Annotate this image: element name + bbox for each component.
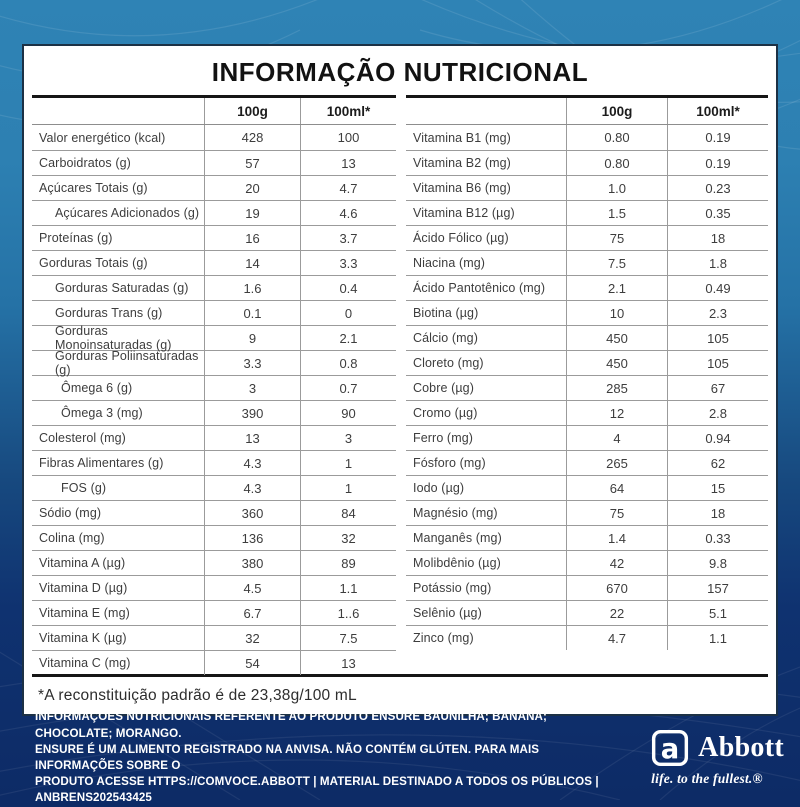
nutrient-label: Ácido Fólico (µg) [413,231,509,245]
value-100ml: 3.7 [300,226,396,250]
table-row [32,475,396,500]
value-100ml: 2.8 [667,401,768,425]
nutrient-label: Manganês (mg) [413,531,502,545]
value-100g: 54 [204,651,300,675]
regulatory-line-3: PRODUTO ACESSE HTTPS://COMVOCE.ABBOTT | MATERIAL DESTINADO A TODOS OS PÚBLICOS | ANBRENS202543425 [35,775,599,805]
table-row [406,575,768,600]
table-row [32,275,396,300]
value-100ml: 4.6 [300,201,396,225]
table-row [32,575,396,600]
table-row [406,225,768,250]
value-100g: 75 [566,501,667,525]
table-row [32,650,396,675]
value-100g: 265 [566,451,667,475]
nutrient-label: Vitamina D (µg) [39,581,128,595]
value-100g: 1.0 [566,176,667,200]
value-100ml: 90 [300,401,396,425]
table-row [406,250,768,275]
table-row [406,350,768,375]
value-100g: 14 [204,251,300,275]
nutrient-label: Açúcares Totais (g) [39,181,148,195]
table-row [32,350,396,375]
value-100g: 16 [204,226,300,250]
table-row [32,400,396,425]
value-100ml: 1 [300,451,396,475]
table-row [32,300,396,325]
value-100g: 4 [566,426,667,450]
value-100g: 360 [204,501,300,525]
value-100ml: 0.35 [667,201,768,225]
abbott-brand-block [651,729,784,787]
table-row [406,325,768,350]
nutrition-table-left [32,95,396,674]
nutrient-label: Biotina (µg) [413,306,479,320]
table-header [32,98,396,125]
table-row [406,150,768,175]
value-100g: 4.3 [204,476,300,500]
value-100ml: 18 [667,501,768,525]
value-100ml: 1.1 [300,576,396,600]
table-row [406,125,768,150]
value-100g: 64 [566,476,667,500]
value-100ml: 0.4 [300,276,396,300]
nutrient-label: Fósforo (mg) [413,456,486,470]
regulatory-line-1: INFORMAÇÕES NUTRICIONAIS REFERENTE AO PRODUTO ENSURE BAUNILHA; BANANA; CHOCOLATE; MORANGO. [35,710,547,740]
nutrient-label: Açúcares Adicionados (g) [55,206,200,220]
value-100ml: 0.49 [667,276,768,300]
nutrient-label: Cálcio (mg) [413,331,478,345]
value-100g: 390 [204,401,300,425]
nutrient-label: Vitamina A (µg) [39,556,126,570]
table-row [406,550,768,575]
table-row [406,500,768,525]
value-100g: 450 [566,351,667,375]
value-100ml: 0.19 [667,151,768,175]
nutrient-label: Vitamina B6 (mg) [413,181,511,195]
table-row [406,450,768,475]
nutrient-label: Gorduras Monoinsaturadas (g) [55,324,172,352]
nutrient-label: Vitamina C (mg) [39,656,131,670]
value-100g: 32 [204,626,300,650]
header-100g: 100g [566,98,667,124]
value-100g: 0.80 [566,125,667,150]
value-100ml: 0.19 [667,125,768,150]
value-100g: 20 [204,176,300,200]
regulatory-line-2: ENSURE É UM ALIMENTO REGISTRADO NA ANVISA. NÃO CONTÉM GLÚTEN. PARA MAIS INFORMAÇÕES SOBRE O [35,742,540,772]
value-100g: 6.7 [204,601,300,625]
table-row [406,400,768,425]
value-100ml: 3 [300,426,396,450]
value-100ml: 4.7 [300,176,396,200]
nutrient-label: Magnésio (mg) [413,506,498,520]
value-100ml: 3.3 [300,251,396,275]
nutrient-label: Valor energético (kcal) [39,130,166,145]
nutrient-label: Gorduras Trans (g) [55,306,163,320]
nutrient-label: FOS (g) [61,481,107,495]
value-100g: 3.3 [204,351,300,375]
table-row [32,250,396,275]
value-100ml: 1.8 [667,251,768,275]
nutrient-label: Cromo (µg) [413,406,478,420]
table-row [32,525,396,550]
value-100ml: 1..6 [300,601,396,625]
value-100ml: 0 [300,301,396,325]
value-100ml: 13 [300,651,396,675]
nutrient-label: Vitamina B2 (mg) [413,156,511,170]
svg-text:a: a [660,733,680,765]
table-row [32,500,396,525]
table-row [406,200,768,225]
nutrient-label: Vitamina B12 (µg) [413,206,515,220]
value-100ml: 5.1 [667,601,768,625]
value-100ml: 0.8 [300,351,396,375]
header-100ml: 100ml* [300,98,396,124]
value-100ml: 67 [667,376,768,400]
nutrition-tables [32,95,768,677]
footer-band [0,710,800,805]
value-100g: 1.4 [566,526,667,550]
nutrient-label: Carboidratos (g) [39,156,131,170]
value-100ml: 0.94 [667,426,768,450]
table-row [32,150,396,175]
nutrient-label: Gorduras Saturadas (g) [55,281,189,295]
value-100ml: 105 [667,326,768,350]
value-100ml: 13 [300,151,396,175]
nutrient-label: Selênio (µg) [413,606,482,620]
abbott-logo-icon [651,729,689,767]
value-100g: 0.80 [566,151,667,175]
table-row [32,625,396,650]
nutrient-label: Cobre (µg) [413,381,474,395]
value-100ml: 1 [300,476,396,500]
page-title: INFORMAÇÃO NUTRICIONAL [211,57,589,87]
table-row [32,225,396,250]
value-100ml: 62 [667,451,768,475]
value-100g: 10 [566,301,667,325]
value-100g: 136 [204,526,300,550]
table-row [406,475,768,500]
nutrient-label: Iodo (µg) [413,481,465,495]
value-100g: 0.1 [204,301,300,325]
table-header [406,98,768,125]
nutrient-label: Sódio (mg) [39,506,102,520]
table-body-right [406,125,768,650]
nutrient-label: Potássio (mg) [413,581,492,595]
value-100g: 2.1 [566,276,667,300]
value-100g: 4.7 [566,626,667,650]
table-row [32,550,396,575]
header-empty [32,98,204,124]
value-100g: 22 [566,601,667,625]
value-100g: 3 [204,376,300,400]
nutrition-panel [22,44,778,716]
nutrient-label: Vitamina E (mg) [39,606,130,620]
reconstitution-footnote: *A reconstituição padrão é de 23,38g/100 mL [38,687,357,704]
table-row [32,325,396,350]
nutrient-label: Vitamina B1 (mg) [413,130,511,145]
value-100g: 57 [204,151,300,175]
value-100g: 285 [566,376,667,400]
value-100ml: 0.23 [667,176,768,200]
value-100ml: 84 [300,501,396,525]
abbott-tagline: life. to the fullest.® [651,771,763,786]
table-row [406,425,768,450]
table-row [32,450,396,475]
value-100g: 42 [566,551,667,575]
nutrient-label: Ácido Pantotênico (mg) [413,281,546,295]
nutrient-label: Zinco (mg) [413,631,474,645]
nutrient-label: Ômega 3 (mg) [61,406,143,420]
header-empty [406,98,566,124]
nutrient-label: Molibdênio (µg) [413,556,501,570]
nutrient-label: Vitamina K (µg) [39,631,127,645]
table-row [406,275,768,300]
header-100g: 100g [204,98,300,124]
value-100g: 19 [204,201,300,225]
table-row [32,600,396,625]
value-100ml: 0.7 [300,376,396,400]
value-100ml: 105 [667,351,768,375]
value-100ml: 32 [300,526,396,550]
nutrient-label: Ferro (mg) [413,431,474,445]
table-row [406,525,768,550]
value-100g: 1.6 [204,276,300,300]
table-row [406,175,768,200]
value-100g: 12 [566,401,667,425]
value-100g: 450 [566,326,667,350]
value-100ml: 2.1 [300,326,396,350]
table-body-left [32,125,396,675]
value-100g: 4.5 [204,576,300,600]
value-100g: 4.3 [204,451,300,475]
value-100ml: 18 [667,226,768,250]
nutrient-label: Fibras Alimentares (g) [39,456,164,470]
value-100g: 1.5 [566,201,667,225]
value-100g: 670 [566,576,667,600]
value-100ml: 89 [300,551,396,575]
nutrient-label: Gorduras Poliinsaturadas (g) [55,349,199,377]
table-row [406,600,768,625]
value-100g: 7.5 [566,251,667,275]
value-100g: 75 [566,226,667,250]
table-row [32,375,396,400]
value-100ml: 100 [300,125,396,150]
value-100ml: 1.1 [667,626,768,650]
nutrient-label: Gorduras Totais (g) [39,256,148,270]
value-100ml: 2.3 [667,301,768,325]
value-100ml: 7.5 [300,626,396,650]
table-row [406,300,768,325]
table-row [32,125,396,150]
nutrient-label: Colesterol (mg) [39,431,126,445]
value-100ml: 15 [667,476,768,500]
nutrient-label: Proteínas (g) [39,231,113,245]
nutrient-label: Niacina (mg) [413,256,486,270]
regulatory-text [35,709,623,806]
nutrition-table-right [406,95,768,674]
table-row [32,425,396,450]
header-100ml: 100ml* [667,98,768,124]
table-row [406,375,768,400]
value-100ml: 157 [667,576,768,600]
nutrient-label: Cloreto (mg) [413,356,484,370]
nutrient-label: Colina (mg) [39,531,105,545]
value-100ml: 9.8 [667,551,768,575]
table-row [32,175,396,200]
value-100ml: 0.33 [667,526,768,550]
value-100g: 9 [204,326,300,350]
value-100g: 428 [204,125,300,150]
nutrient-label: Ômega 6 (g) [61,381,133,395]
table-row [32,200,396,225]
table-row [406,625,768,650]
abbott-wordmark: Abbott [698,732,784,763]
value-100g: 13 [204,426,300,450]
value-100g: 380 [204,551,300,575]
